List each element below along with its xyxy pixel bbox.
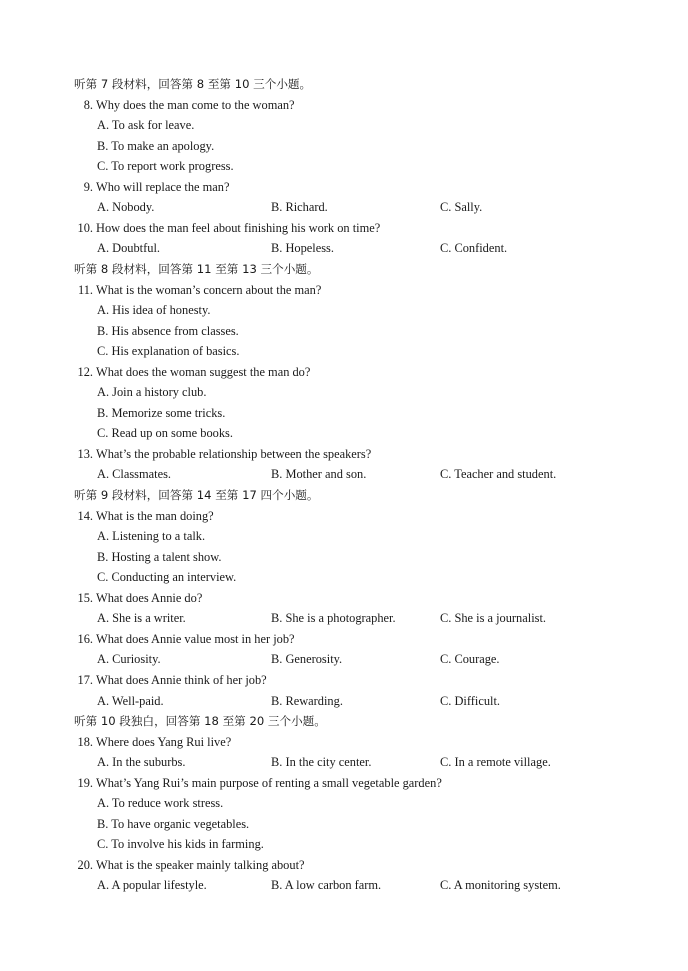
question-text: What does Annie value most in her job? <box>96 632 295 646</box>
question-number: 17. <box>77 673 93 687</box>
answer-option: C. His explanation of basics. <box>97 344 240 358</box>
question-number: 15. <box>77 591 93 605</box>
question-number: 13. <box>77 447 93 461</box>
answer-option: C. Conducting an interview. <box>97 570 237 584</box>
question-text: What’s the probable relationship between the speakers? <box>96 447 372 461</box>
answer-option: A. His idea of honesty. <box>97 303 211 317</box>
answer-option: B. In the city center. <box>271 755 372 769</box>
answer-option: A. Curiosity. <box>97 652 161 666</box>
answer-option: B. To make an apology. <box>97 139 215 153</box>
answer-option: C. To involve his kids in farming. <box>97 837 264 851</box>
question-text: What is the woman’s concern about the man? <box>96 283 322 297</box>
answer-option: C. Teacher and student. <box>440 467 557 481</box>
question-text: How does the man feel about finishing his work on time? <box>96 221 381 235</box>
question-text: Why does the man come to the woman? <box>96 98 295 112</box>
answer-option: B. Richard. <box>271 200 328 214</box>
answer-option: A. Nobody. <box>97 200 155 214</box>
answer-option: A. To ask for leave. <box>97 118 195 132</box>
answer-option: C. Read up on some books. <box>97 426 233 440</box>
question-number: 19. <box>77 776 93 790</box>
section-heading: 听第 10 段独白，回答第 18 至第 20 三个小题。 <box>74 714 326 728</box>
section-heading: 听第 9 段材料，回答第 14 至第 17 四个小题。 <box>74 488 319 502</box>
answer-option: B. Hosting a talent show. <box>97 550 222 564</box>
question-text: Who will replace the man? <box>96 180 230 194</box>
question-number: 9. <box>83 180 93 194</box>
answer-option: C. Sally. <box>440 200 483 214</box>
answer-option: B. Mother and son. <box>271 467 367 481</box>
answer-option: A. Well-paid. <box>97 694 164 708</box>
question-text: What does Annie think of her job? <box>96 673 267 687</box>
answer-option: A. In the suburbs. <box>97 755 186 769</box>
answer-option: A. She is a writer. <box>97 611 186 625</box>
question-number: 18. <box>77 735 93 749</box>
question-text: What does the woman suggest the man do? <box>96 365 311 379</box>
answer-option: C. In a remote village. <box>440 755 551 769</box>
question-number: 11. <box>77 283 93 297</box>
answer-option: B. A low carbon farm. <box>271 878 382 892</box>
question-number: 16. <box>77 632 93 646</box>
answer-option: B. Rewarding. <box>271 694 343 708</box>
answer-option: B. She is a photographer. <box>271 611 396 625</box>
answer-option: A. A popular lifestyle. <box>97 878 207 892</box>
answer-option: A. Listening to a talk. <box>97 529 206 543</box>
question-number: 14. <box>77 509 93 523</box>
answer-option: A. Doubtful. <box>97 241 160 255</box>
answer-option: C. A monitoring system. <box>440 878 561 892</box>
question-text: Where does Yang Rui live? <box>96 735 232 749</box>
answer-option: B. Hopeless. <box>271 241 334 255</box>
section-heading: 听第 7 段材料，回答第 8 至第 10 三个小题。 <box>74 77 312 91</box>
answer-option: C. Confident. <box>440 241 508 255</box>
question-text: What does Annie do? <box>96 591 203 605</box>
question-text: What’s Yang Rui’s main purpose of renting a small vegetable garden? <box>96 776 442 790</box>
section-heading: 听第 8 段材料，回答第 11 至第 13 三个小题。 <box>74 262 319 276</box>
question-number: 20. <box>77 858 93 872</box>
answer-option: A. To reduce work stress. <box>97 796 224 810</box>
answer-option: B. His absence from classes. <box>97 324 239 338</box>
answer-option: A. Classmates. <box>97 467 171 481</box>
question-text: What is the man doing? <box>96 509 214 523</box>
answer-option: C. Difficult. <box>440 694 500 708</box>
question-number: 10. <box>77 221 93 235</box>
answer-option: B. Generosity. <box>271 652 343 666</box>
answer-option: B. Memorize some tricks. <box>97 406 226 420</box>
answer-option: C. Courage. <box>440 652 500 666</box>
answer-option: C. To report work progress. <box>97 159 234 173</box>
answer-option: C. She is a journalist. <box>440 611 547 625</box>
answer-option: A. Join a history club. <box>97 385 207 399</box>
question-number: 12. <box>77 365 93 379</box>
question-text: What is the speaker mainly talking about? <box>96 858 305 872</box>
question-number: 8. <box>83 98 93 112</box>
answer-option: B. To have organic vegetables. <box>97 817 250 831</box>
